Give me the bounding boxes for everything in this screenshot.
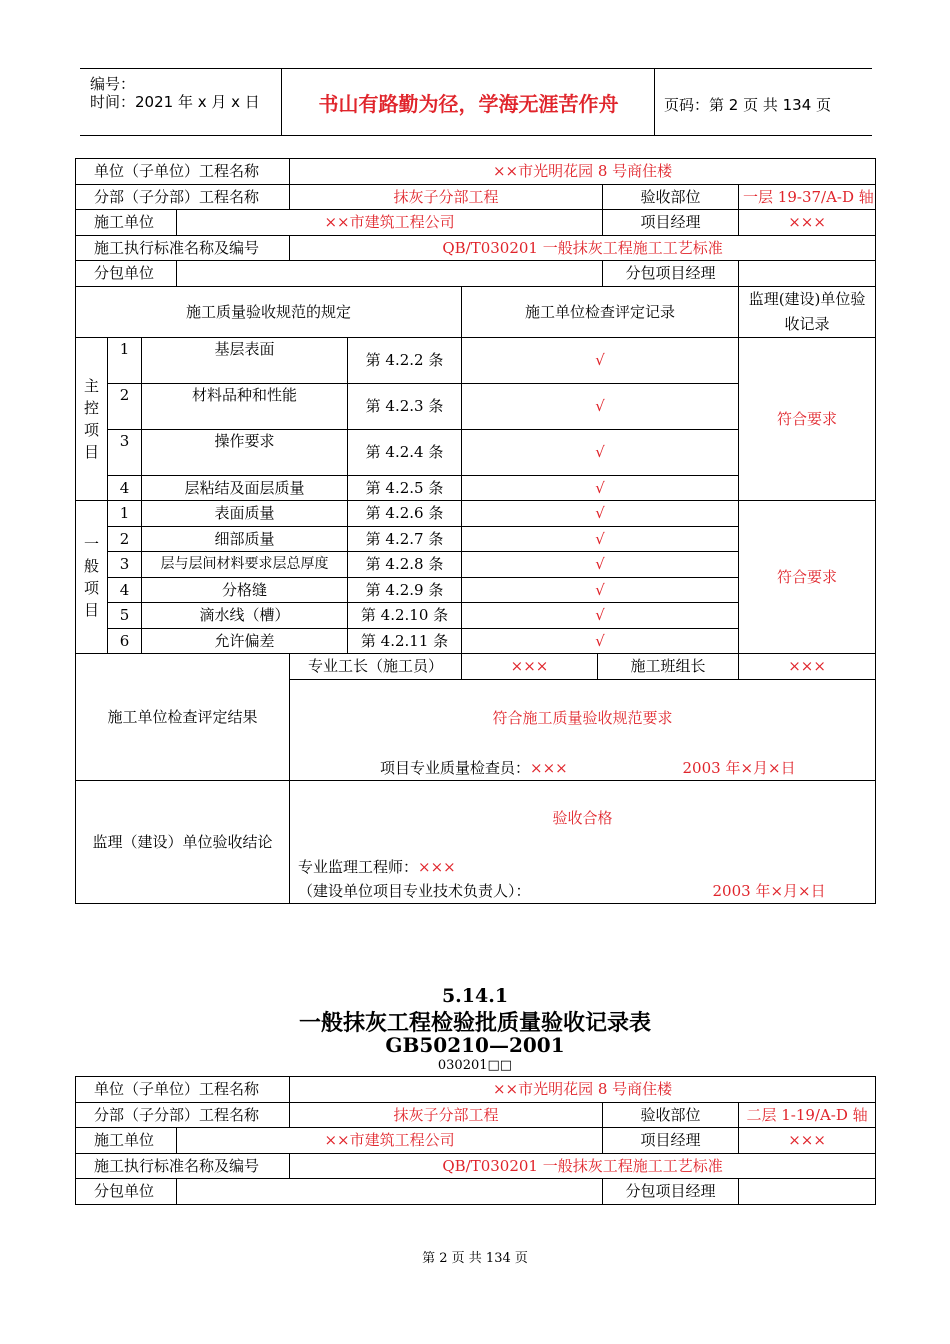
constructor-value: ××市建筑工程公司 [177,1128,603,1154]
acceptance-part-value: 二层 1-19/A-D 轴 [739,1102,876,1128]
form-code: 030201□□ [437,1058,513,1073]
eval-signature-line [290,756,876,781]
item-clause: 第 4.2.10 条 [348,603,462,629]
project-manager-value: ××× [739,1128,876,1154]
project-name-value: ××市光明花园 8 号商住楼 [290,1077,876,1103]
item-check: √ [462,628,739,654]
item-check: √ [462,429,739,475]
item-clause: 第 4.2.11 条 [348,628,462,654]
eval-result: 符合施工质量验收规范要求 [290,679,876,756]
subcontractor-pm-value [739,261,876,287]
constructor-label: 施工单位 [76,210,177,236]
standard-label: 施工执行标准名称及编号 [76,235,290,261]
constructor-label: 施工单位 [76,1128,177,1154]
header-divider [654,69,655,135]
project-manager-label: 项目经理 [603,210,739,236]
item-name: 细部质量 [142,526,348,552]
project-manager-value: ××× [739,210,876,236]
section-title: 一般抹灰工程检验批质量验收记录表 [298,1010,651,1036]
item-clause: 第 4.2.7 条 [348,526,462,552]
conclusion-date: 2003 年×月×日 [712,881,826,900]
item-check: √ [462,337,739,383]
sub-project-label: 分部（子分部）工程名称 [76,1102,290,1128]
item-clause: 第 4.2.4 条 [348,429,462,475]
sub-project-value: 抹灰子分部工程 [290,1102,603,1128]
item-number: 6 [108,628,142,654]
acceptance-part-value: 一层 19-37/A-D 轴 [739,184,876,210]
item-number: 1 [108,501,142,527]
acceptance-record-table-2 [75,1076,876,1205]
project-name-label: 单位（子单位）工程名称 [76,1077,290,1103]
foreman-value: ××× [462,654,598,680]
header-divider [281,69,282,135]
item-number: 4 [108,577,142,603]
supervisor-engineer-label: 专业监理工程师： [298,857,419,876]
col-header-spec: 施工质量验收规范的规定 [76,286,462,337]
item-name: 允许偏差 [142,628,348,654]
item-clause: 第 4.2.8 条 [348,552,462,578]
item-name: 操作要求 [142,429,348,475]
subcontractor-value [177,261,603,287]
standard-label: 施工执行标准名称及编号 [76,1153,290,1179]
item-number: 1 [108,337,142,383]
constructor-value: ××市建筑工程公司 [177,210,603,236]
item-number: 4 [108,475,142,501]
header-motto: 书山有路勤为径，学海无涯苦作舟 [318,91,619,116]
supervisor-engineer-line [290,855,876,879]
item-check: √ [462,577,739,603]
item-check: √ [462,603,739,629]
subcontractor-label: 分包单位 [76,1179,177,1205]
item-name: 基层表面 [142,337,348,383]
item-clause: 第 4.2.2 条 [348,337,462,383]
main-items-group-label: 主 控 项 目 [76,337,108,501]
conclusion-value: 验收合格 [290,780,876,855]
doc-time-label: 时间：2021 年 x 月 x 日 [90,93,260,111]
item-clause: 第 4.2.9 条 [348,577,462,603]
item-check: √ [462,475,739,501]
item-name: 材料品种和性能 [142,383,348,429]
acceptance-record-table [75,158,876,904]
item-name: 层与层间材料要求层总厚度 [142,552,348,578]
standard-value: QB/T030201 一般抹灰工程施工工艺标准 [290,1153,876,1179]
item-name: 层粘结及面层质量 [142,475,348,501]
subcontractor-pm-label: 分包项目经理 [603,1179,739,1205]
team-leader-label: 施工班组长 [598,654,739,680]
col-header-supervisor: 监理(建设)单位验收记录 [739,286,876,337]
acceptance-part-label: 验收部位 [603,184,739,210]
general-items-result: 符合要求 [739,501,876,654]
item-number: 5 [108,603,142,629]
item-number: 3 [108,552,142,578]
subcontractor-value [177,1179,603,1205]
project-name-value: ××市光明花园 8 号商住楼 [290,159,876,185]
inspector-value: ××× [530,758,568,777]
item-name: 表面质量 [142,501,348,527]
item-name: 滴水线（槽） [142,603,348,629]
item-check: √ [462,501,739,527]
item-name: 分格缝 [142,577,348,603]
standard-code: GB50210—2001 [385,1033,565,1057]
subcontractor-pm-value [739,1179,876,1205]
acceptance-part-label: 验收部位 [603,1102,739,1128]
item-number: 2 [108,526,142,552]
item-check: √ [462,526,739,552]
project-manager-label: 项目经理 [603,1128,739,1154]
inspector-label: 项目专业质量检查员： [380,758,531,777]
eval-label: 施工单位检查评定结果 [76,654,290,781]
standard-value: QB/T030201 一般抹灰工程施工工艺标准 [290,235,876,261]
project-name-label: 单位（子单位）工程名称 [76,159,290,185]
doc-number-label: 编号： [90,75,136,93]
item-clause: 第 4.2.5 条 [348,475,462,501]
item-check: √ [462,383,739,429]
header-bottom-rule [80,135,872,136]
supervisor-engineer-value: ××× [418,857,456,876]
page-footer: 第 2 页 共 134 页 [422,1251,528,1266]
col-header-check: 施工单位检查评定记录 [462,286,739,337]
eval-date: 2003 年×月×日 [682,758,796,777]
main-items-result: 符合要求 [739,337,876,501]
page-number-label: 页码：第 2 页 共 134 页 [664,96,832,114]
sub-project-value: 抹灰子分部工程 [290,184,603,210]
sub-project-label: 分部（子分部）工程名称 [76,184,290,210]
subcontractor-pm-label: 分包项目经理 [603,261,739,287]
item-number: 3 [108,429,142,475]
subcontractor-label: 分包单位 [76,261,177,287]
general-items-group-label: 一 般 项 目 [76,501,108,654]
owner-tech-label: （建设单位项目专业技术负责人）： [298,881,531,900]
foreman-label: 专业工长（施工员） [290,654,462,680]
item-number: 2 [108,383,142,429]
conclusion-label: 监理（建设）单位验收结论 [76,780,290,903]
section-number: 5.14.1 [441,985,509,1007]
item-check: √ [462,552,739,578]
team-leader-value: ××× [739,654,876,680]
item-clause: 第 4.2.3 条 [348,383,462,429]
item-clause: 第 4.2.6 条 [348,501,462,527]
owner-tech-line [290,879,876,904]
